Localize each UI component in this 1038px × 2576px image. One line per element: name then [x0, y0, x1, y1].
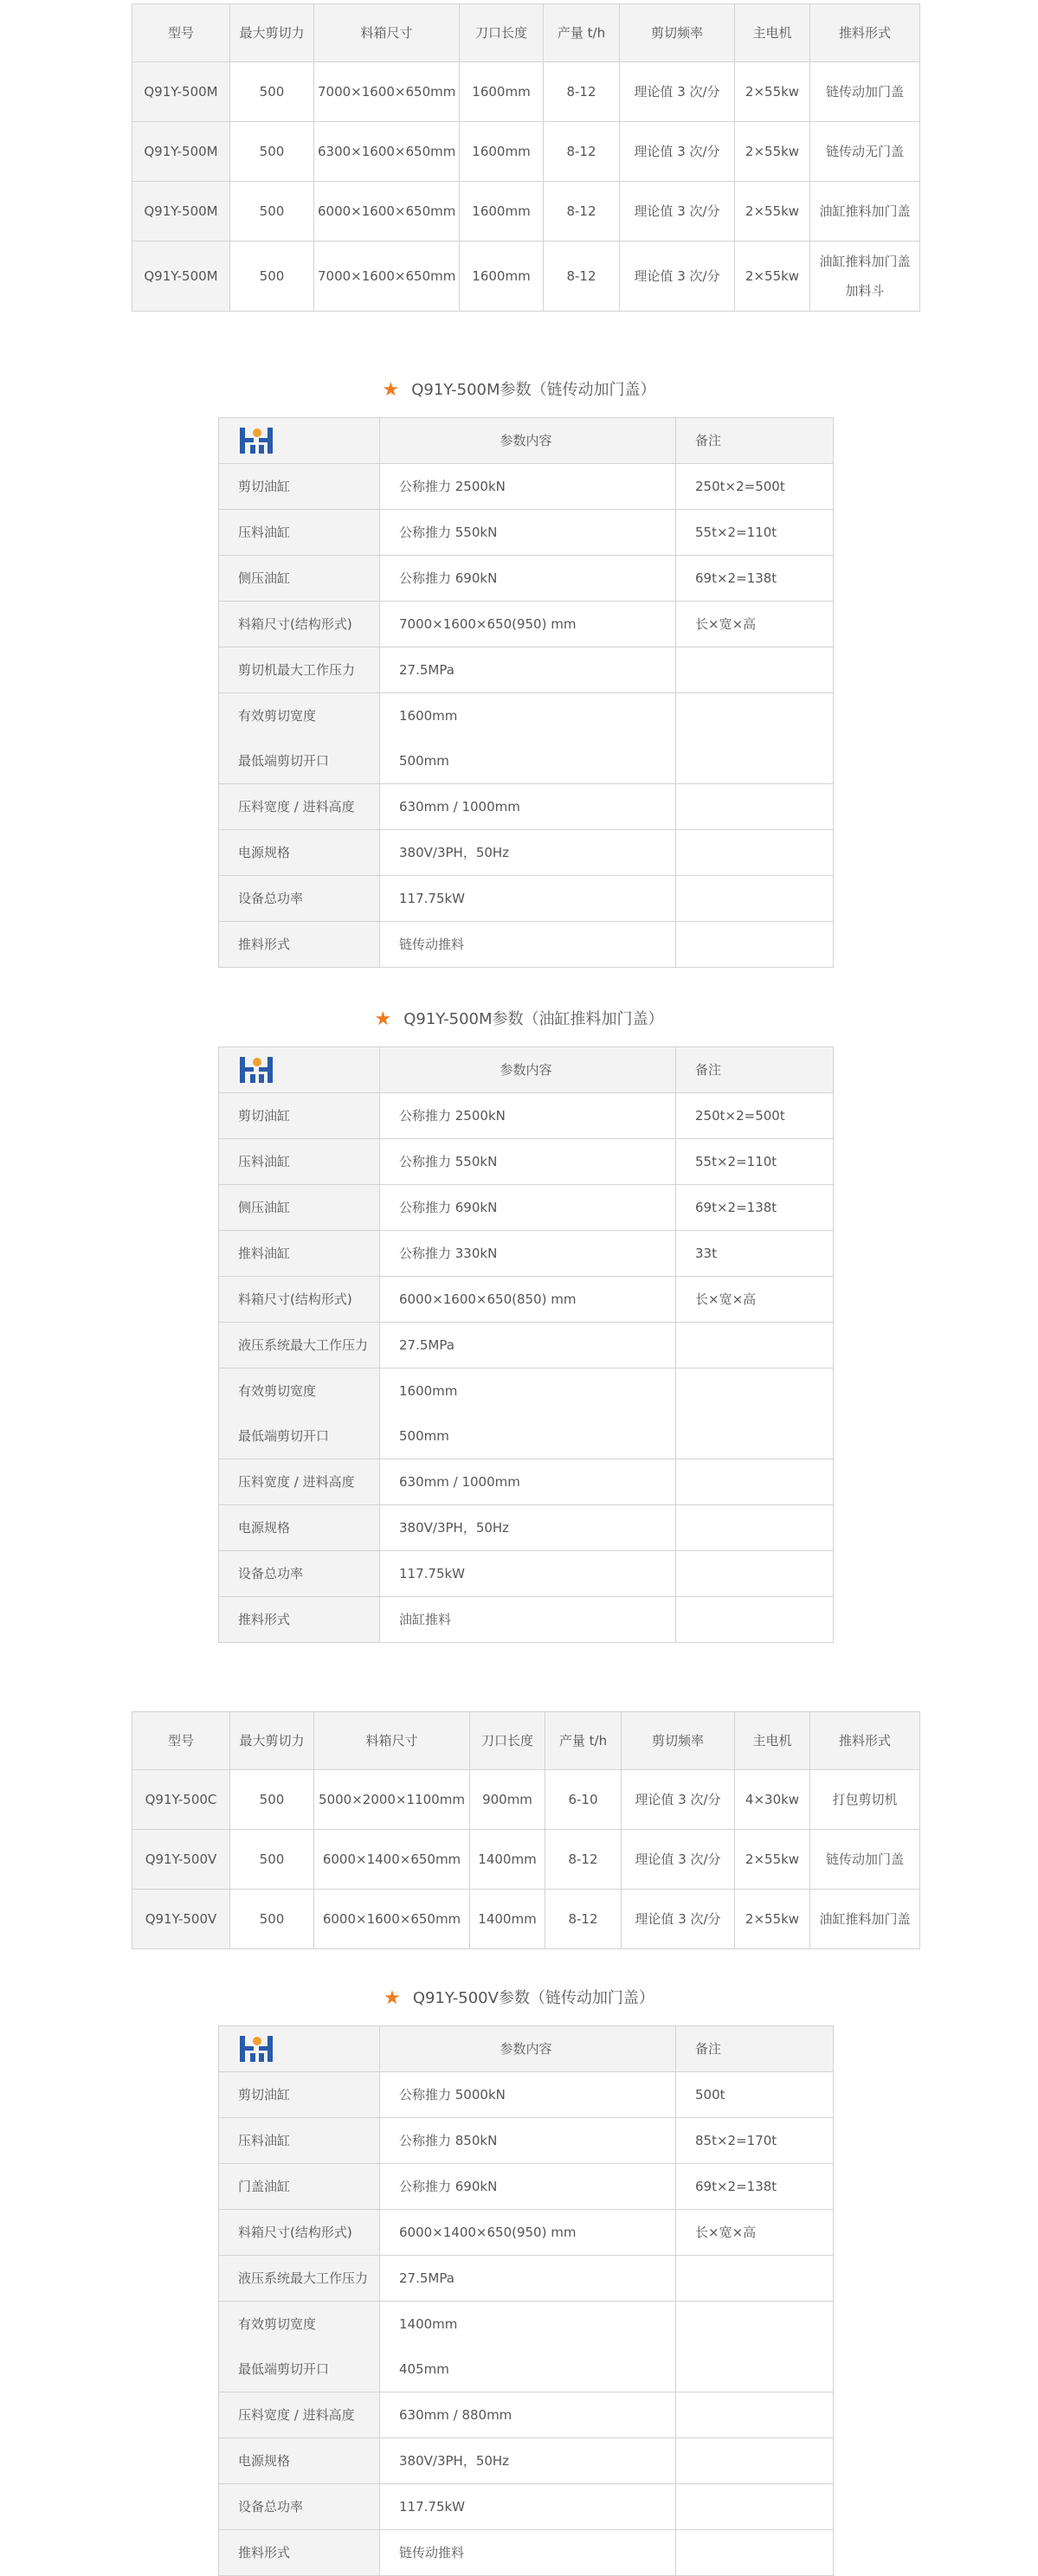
table-cell: 8-12: [544, 62, 620, 122]
table-cell: 6000×1600×650mm: [314, 1890, 470, 1949]
param-value: 油缸推料: [380, 1597, 676, 1643]
header-cell: 剪切频率: [620, 4, 735, 62]
param-label: 有效剪切宽度: [238, 708, 317, 724]
logo-cell: [219, 418, 380, 464]
table-cell: 500: [230, 1770, 314, 1830]
param-value: 公称推力 330kN: [380, 1231, 676, 1277]
param-value: 7000×1600×650(950) mm: [380, 602, 676, 647]
param-value: 380V/3PH，50Hz: [380, 1505, 676, 1551]
param-note: [676, 1323, 834, 1368]
param-value: 公称推力 690kN: [380, 556, 676, 602]
param-row: [219, 602, 834, 647]
header-cell: 剪切频率: [622, 1712, 735, 1770]
param-note: [676, 1551, 834, 1597]
param-value: 公称推力 550kN: [380, 1139, 676, 1185]
param-row-merged: [219, 2302, 834, 2392]
table-cell: 理论值 3 次/分: [620, 242, 735, 312]
header-cell: 主电机: [735, 1712, 810, 1770]
table-cell: 2×55kw: [735, 122, 810, 182]
table-row: [132, 242, 920, 312]
param-label: 推料形式: [219, 1597, 380, 1643]
table-header-row: [132, 4, 920, 62]
param-row: [219, 1185, 834, 1231]
table-cell: 6-10: [545, 1770, 622, 1830]
header-content: 参数内容: [380, 1047, 676, 1093]
param-row: [219, 556, 834, 602]
param-row: [219, 1277, 834, 1323]
param-label: 设备总功率: [219, 2484, 380, 2530]
param-value: 公称推力 690kN: [380, 2164, 676, 2210]
table-cell: 7000×1600×650mm: [314, 242, 460, 312]
header-cell: 刀口长度: [470, 1712, 545, 1770]
param-label: 料箱尺寸(结构形式): [219, 602, 380, 647]
table-cell: 1600mm: [460, 182, 544, 242]
param-label: 设备总功率: [219, 1551, 380, 1597]
param-note: 500t: [676, 2072, 834, 2118]
section-title-2: [0, 1007, 1038, 1030]
table-cell: 500: [230, 62, 314, 122]
param-note: 33t: [676, 1231, 834, 1277]
table-cell: 8-12: [544, 182, 620, 242]
param-value: 27.5MPa: [380, 1323, 676, 1368]
param-row: [219, 2256, 834, 2302]
table-cell: 油缸推料加门盖: [810, 182, 920, 242]
table-cell: 4×30kw: [735, 1770, 810, 1830]
table-row: [132, 1890, 920, 1949]
logo-cell: [219, 1047, 380, 1093]
param-label-pair: [219, 693, 380, 784]
param-header-row: [219, 1047, 834, 1093]
param-value: 公称推力 850kN: [380, 2118, 676, 2164]
param-label: 推料形式: [219, 2530, 380, 2576]
param-value: 公称推力 690kN: [380, 1185, 676, 1231]
section-title-3: [0, 1986, 1038, 2009]
header-cell: 型号: [132, 1712, 230, 1770]
param-value: 630mm / 880mm: [380, 2392, 676, 2438]
table-cell: 500: [230, 1830, 314, 1890]
param-row: [219, 1139, 834, 1185]
param-row: [219, 2164, 834, 2210]
table-cell: 2×55kw: [735, 182, 810, 242]
param-row: [219, 2438, 834, 2484]
table-cell: 打包剪切机: [810, 1770, 920, 1830]
param-label-pair: [219, 2302, 380, 2392]
header-cell: 主电机: [735, 4, 810, 62]
model-cell: Q91Y-500M: [132, 62, 230, 122]
param-table-1: [218, 417, 834, 968]
param-note: [676, 830, 834, 876]
param-label: 液压系统最大工作压力: [219, 2256, 380, 2302]
param-value: 公称推力 550kN: [380, 510, 676, 556]
param-note: 69t×2=138t: [676, 556, 834, 602]
param-label: 剪切油缸: [219, 1093, 380, 1139]
param-note: [676, 1597, 834, 1643]
table-row: [132, 1830, 920, 1890]
param-label: 剪切油缸: [219, 2072, 380, 2118]
model-cell: Q91Y-500M: [132, 122, 230, 182]
logo-cell: [219, 2026, 380, 2072]
param-row: [219, 1231, 834, 1277]
param-value-pair: [380, 2302, 676, 2392]
param-label: 门盖油缸: [219, 2164, 380, 2210]
param-row: [219, 922, 834, 968]
param-row: [219, 2530, 834, 2576]
model-cell: Q91Y-500V: [132, 1830, 230, 1890]
table-cell: 6000×1600×650mm: [314, 182, 460, 242]
param-note: 长×宽×高: [676, 2210, 834, 2256]
param-note: [676, 2530, 834, 2576]
table-cell: 2×55kw: [735, 242, 810, 312]
header-note: 备注: [676, 2026, 834, 2072]
table-cell: 链传动加门盖: [810, 1830, 920, 1890]
param-label: 有效剪切宽度: [238, 2316, 317, 2332]
param-label-pair: [219, 1368, 380, 1459]
param-row: [219, 1093, 834, 1139]
table-cell: 理论值 3 次/分: [620, 182, 735, 242]
table-cell: 5000×2000×1100mm: [314, 1770, 470, 1830]
model-cell: Q91Y-500M: [132, 242, 230, 312]
table-cell: 8-12: [544, 122, 620, 182]
table-cell: 1600mm: [460, 62, 544, 122]
table-cell: 8-12: [544, 242, 620, 312]
table-cell: 2×55kw: [735, 62, 810, 122]
header-cell: 型号: [132, 4, 230, 62]
param-label: 液压系统最大工作压力: [219, 1323, 380, 1368]
param-value: 6000×1600×650(850) mm: [380, 1277, 676, 1323]
param-note: [676, 1368, 834, 1459]
param-label: 最低端剪切开口: [238, 753, 330, 769]
param-value: 链传动推料: [380, 922, 676, 968]
param-header-row: [219, 418, 834, 464]
param-value: 27.5MPa: [380, 2256, 676, 2302]
table-cell: 理论值 3 次/分: [622, 1830, 735, 1890]
param-label: 侧压油缸: [219, 556, 380, 602]
table-row: [132, 182, 920, 242]
param-label: 压料油缸: [219, 510, 380, 556]
param-row: [219, 830, 834, 876]
param-value: 公称推力 2500kN: [380, 464, 676, 510]
param-label: 剪切油缸: [219, 464, 380, 510]
param-label: 料箱尺寸(结构形式): [219, 1277, 380, 1323]
model-table-2: [132, 1711, 920, 1949]
header-cell: 产量 t/h: [545, 1712, 622, 1770]
param-row: [219, 2484, 834, 2530]
company-logo-icon: [238, 2032, 278, 2065]
header-cell: 最大剪切力: [230, 4, 314, 62]
header-cell: 产量 t/h: [544, 4, 620, 62]
param-note: 250t×2=500t: [676, 464, 834, 510]
param-note: [676, 2392, 834, 2438]
section-title-text: Q91Y-500M参数（油缸推料加门盖）: [403, 1010, 664, 1028]
param-label: 侧压油缸: [219, 1185, 380, 1231]
param-note: 250t×2=500t: [676, 1093, 834, 1139]
table-cell: 1600mm: [460, 242, 544, 312]
table-cell: 8-12: [545, 1830, 622, 1890]
param-label: 压料宽度 / 进料高度: [219, 2392, 380, 2438]
table-cell: 理论值 3 次/分: [622, 1890, 735, 1949]
star-icon: ★: [382, 379, 400, 401]
param-label: 电源规格: [219, 1505, 380, 1551]
param-note: [676, 693, 834, 784]
section-title-1: [0, 377, 1038, 401]
param-value: 117.75kW: [380, 876, 676, 922]
param-label: 压料油缸: [219, 2118, 380, 2164]
section-title-text: Q91Y-500V参数（链传动加门盖）: [412, 1989, 654, 2007]
param-value: 405mm: [399, 2361, 449, 2377]
header-cell: 推料形式: [810, 1712, 920, 1770]
param-label: 推料油缸: [219, 1231, 380, 1277]
table-cell: 6000×1400×650mm: [314, 1830, 470, 1890]
param-value: 117.75kW: [380, 2484, 676, 2530]
param-note: 55t×2=110t: [676, 510, 834, 556]
param-row: [219, 1551, 834, 1597]
company-logo-icon: [238, 424, 278, 457]
param-note: 长×宽×高: [676, 1277, 834, 1323]
header-content: 参数内容: [380, 418, 676, 464]
param-value: 630mm / 1000mm: [380, 784, 676, 830]
param-value: 500mm: [399, 1428, 449, 1444]
param-value: 公称推力 2500kN: [380, 1093, 676, 1139]
table-header-row: [132, 1712, 920, 1770]
model-cell: Q91Y-500C: [132, 1770, 230, 1830]
param-note: [676, 1459, 834, 1505]
param-row: [219, 2118, 834, 2164]
table-row: [132, 62, 920, 122]
param-note: 69t×2=138t: [676, 2164, 834, 2210]
param-value: 117.75kW: [380, 1551, 676, 1597]
param-note: [676, 2484, 834, 2530]
model-table-1: [132, 3, 920, 312]
param-value: 公称推力 5000kN: [380, 2072, 676, 2118]
param-label: 电源规格: [219, 830, 380, 876]
param-row: [219, 464, 834, 510]
table-cell: 油缸推料加门盖: [810, 1890, 920, 1949]
table-cell: 6300×1600×650mm: [314, 122, 460, 182]
param-value: 1600mm: [399, 708, 458, 724]
param-note: [676, 1505, 834, 1551]
header-note: 备注: [676, 418, 834, 464]
table-cell: 8-12: [545, 1890, 622, 1949]
param-row: [219, 1459, 834, 1505]
param-row: [219, 876, 834, 922]
table-cell: 500: [230, 122, 314, 182]
param-row: [219, 647, 834, 693]
section-title-text: Q91Y-500M参数（链传动加门盖）: [411, 381, 656, 399]
company-logo-icon: [238, 1053, 278, 1086]
param-row-merged: [219, 693, 834, 784]
param-note: 长×宽×高: [676, 602, 834, 647]
param-note: 55t×2=110t: [676, 1139, 834, 1185]
param-label: 料箱尺寸(结构形式): [219, 2210, 380, 2256]
param-value: 380V/3PH，50Hz: [380, 2438, 676, 2484]
param-label: 压料油缸: [219, 1139, 380, 1185]
param-value: 380V/3PH，50Hz: [380, 830, 676, 876]
param-table-2: [218, 1046, 834, 1643]
param-value: 1600mm: [399, 1383, 458, 1399]
param-note: [676, 2302, 834, 2392]
header-cell: 料箱尺寸: [314, 1712, 470, 1770]
table-cell: 500: [230, 242, 314, 312]
table-cell: 理论值 3 次/分: [620, 122, 735, 182]
table-cell: 链传动无门盖: [810, 122, 920, 182]
param-label: 剪切机最大工作压力: [219, 647, 380, 693]
param-label: 推料形式: [219, 922, 380, 968]
param-value: 链传动推料: [380, 2530, 676, 2576]
table-cell: 2×55kw: [735, 1890, 810, 1949]
table-cell: 7000×1600×650mm: [314, 62, 460, 122]
header-cell: 最大剪切力: [230, 1712, 314, 1770]
param-table-3: [218, 2025, 834, 2576]
header-note: 备注: [676, 1047, 834, 1093]
param-note: [676, 2256, 834, 2302]
param-label: 电源规格: [219, 2438, 380, 2484]
param-note: [676, 784, 834, 830]
param-row: [219, 2210, 834, 2256]
model-cell: Q91Y-500V: [132, 1890, 230, 1949]
param-label: 压料宽度 / 进料高度: [219, 1459, 380, 1505]
param-value: 630mm / 1000mm: [380, 1459, 676, 1505]
table-cell: 1600mm: [460, 122, 544, 182]
param-note: [676, 647, 834, 693]
param-value: 1400mm: [399, 2316, 458, 2332]
param-header-row: [219, 2026, 834, 2072]
table-row: [132, 122, 920, 182]
table-row: [132, 1770, 920, 1830]
param-value-pair: [380, 1368, 676, 1459]
model-cell: Q91Y-500M: [132, 182, 230, 242]
param-value-pair: [380, 693, 676, 784]
table-cell: 油缸推料加门盖加料斗: [810, 242, 920, 312]
table-cell: 1400mm: [470, 1830, 545, 1890]
star-icon: ★: [374, 1008, 392, 1030]
param-value: 500mm: [399, 753, 449, 769]
header-content: 参数内容: [380, 2026, 676, 2072]
table-cell: 500: [230, 1890, 314, 1949]
table-cell: 理论值 3 次/分: [622, 1770, 735, 1830]
param-row: [219, 1323, 834, 1368]
param-row: [219, 784, 834, 830]
param-label: 最低端剪切开口: [238, 2361, 330, 2377]
param-row: [219, 2392, 834, 2438]
param-row: [219, 1597, 834, 1643]
param-value: 27.5MPa: [380, 647, 676, 693]
param-row-merged: [219, 1368, 834, 1459]
table-cell: 1400mm: [470, 1890, 545, 1949]
param-row: [219, 2072, 834, 2118]
param-note: 69t×2=138t: [676, 1185, 834, 1231]
param-note: [676, 2438, 834, 2484]
param-value: 6000×1400×650(950) mm: [380, 2210, 676, 2256]
header-cell: 推料形式: [810, 4, 920, 62]
param-label: 压料宽度 / 进料高度: [219, 784, 380, 830]
param-note: 85t×2=170t: [676, 2118, 834, 2164]
param-label: 最低端剪切开口: [238, 1428, 330, 1444]
param-note: [676, 876, 834, 922]
param-row: [219, 510, 834, 556]
param-label: 有效剪切宽度: [238, 1383, 317, 1399]
star-icon: ★: [384, 1987, 401, 2009]
table-cell: 理论值 3 次/分: [620, 62, 735, 122]
param-label: 设备总功率: [219, 876, 380, 922]
param-row: [219, 1505, 834, 1551]
param-note: [676, 922, 834, 968]
header-cell: 料箱尺寸: [314, 4, 460, 62]
table-cell: 900mm: [470, 1770, 545, 1830]
header-cell: 刀口长度: [460, 4, 544, 62]
table-cell: 2×55kw: [735, 1830, 810, 1890]
table-cell: 链传动加门盖: [810, 62, 920, 122]
table-cell: 500: [230, 182, 314, 242]
